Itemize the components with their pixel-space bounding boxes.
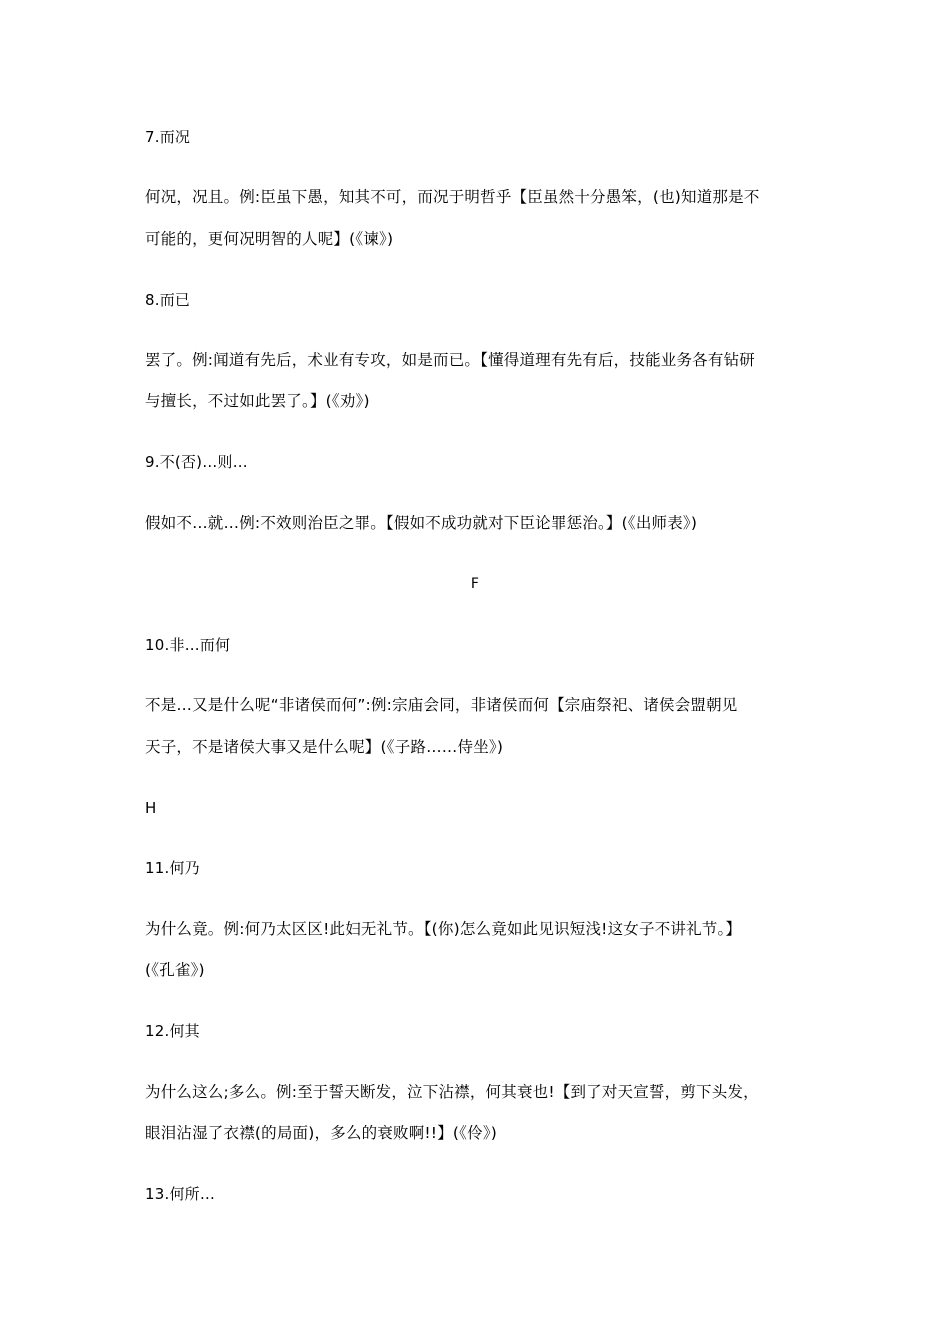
entry-definition-line: 与擅长，不过如此罢了。】(《劝》) [145,392,370,410]
entry-heading: 9.不(否)…则… [145,453,248,471]
entry-definition-line: (《孔雀》) [145,961,205,979]
section-letter: F [470,576,480,592]
entry-definition-line: 为什么竟。例:何乃太区区!此妇无礼节。【(你)怎么竟如此见识短浅!这女子不讲礼节。】 [145,920,742,938]
entry-heading: 13.何所… [145,1185,216,1203]
entry-definition-line: 何况，况且。例:臣虽下愚，知其不可，而况于明哲乎【臣虽然十分愚笨，(也)知道那是不 [145,188,760,206]
entry-definition-line: 为什么这么;多么。例:至于誓天断发，泣下沾襟，何其衰也!【到了对天宣誓，剪下头发， [145,1083,759,1101]
entry-definition-line: 天子，不是诸侯大事又是什么呢】(《子路……侍坐》) [145,738,504,756]
section-letter: H [145,799,157,817]
entry-heading: 8.而已 [145,291,191,309]
entry-definition-line: 不是…又是什么呢“非诸侯而何”:例:宗庙会同，非诸侯而何【宗庙祭祀、诸侯会盟朝见 [145,696,738,714]
entry-definition-line: 眼泪沾湿了衣襟(的局面)，多么的衰败啊!!】(《伶》) [145,1124,498,1142]
entry-heading: 7.而况 [145,128,191,146]
entry-definition-line: 假如不…就…例:不效则治臣之罪。【假如不成功就对下臣论罪惩治。】(《出师表》) [145,514,698,532]
entry-heading: 11.何乃 [145,859,200,877]
entry-heading: 10.非…而何 [145,636,231,654]
entry-definition-line: 罢了。例:闻道有先后，术业有专攻，如是而已。【懂得道理有先有后，技能业务各有钻研 [145,351,755,369]
entry-heading: 12.何其 [145,1022,200,1040]
entry-definition-line: 可能的，更何况明智的人呢】(《谏》) [145,230,394,248]
